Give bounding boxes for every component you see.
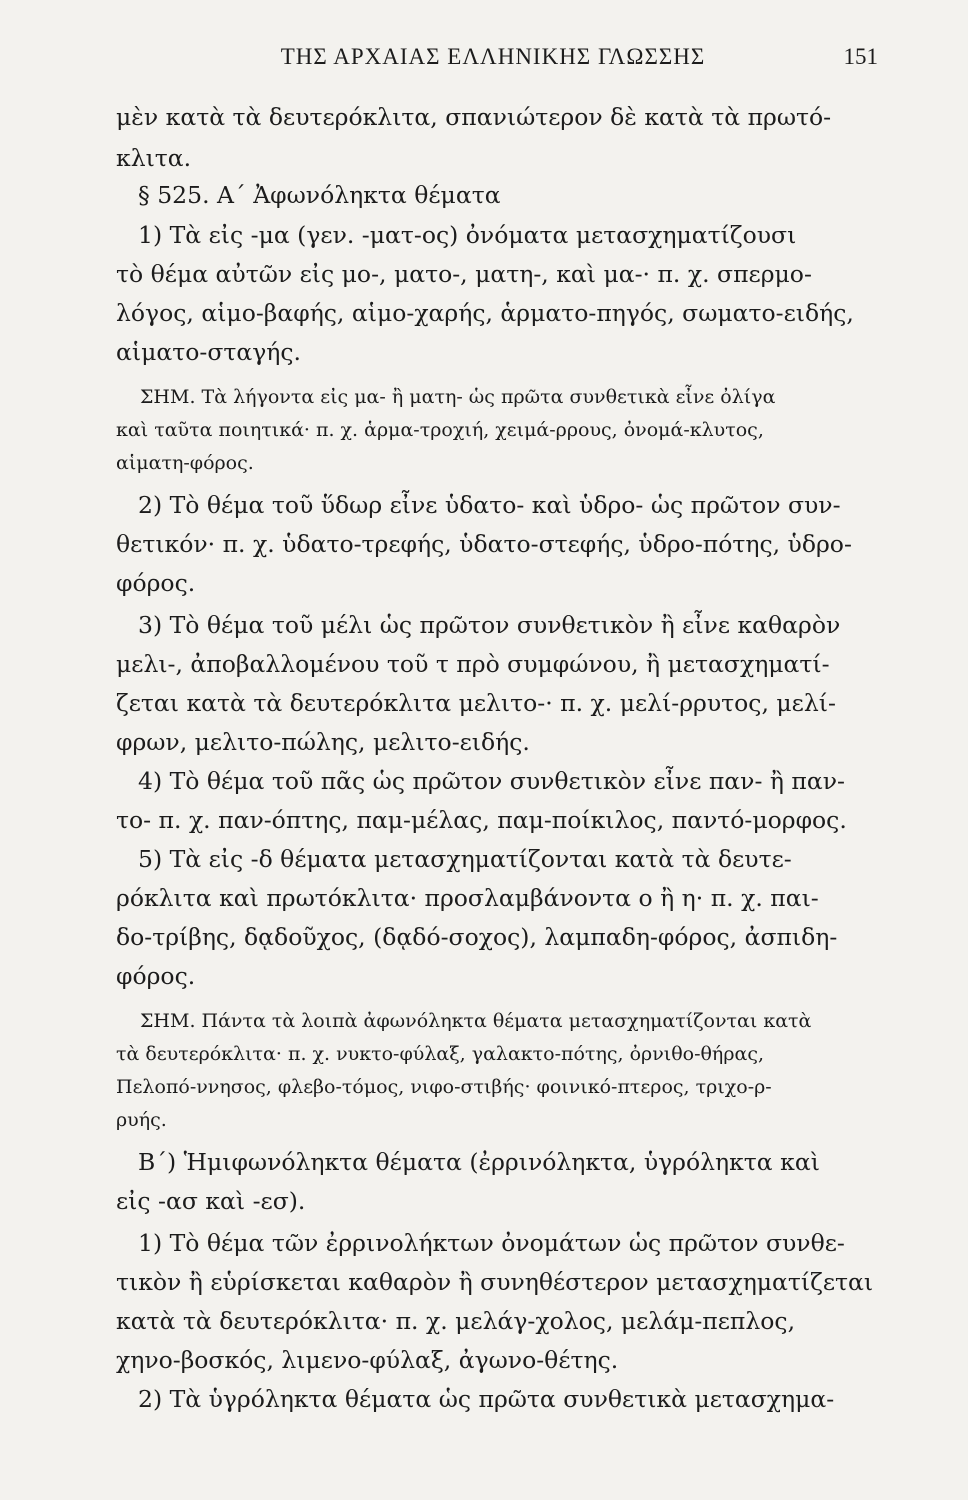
- text-line: μὲν κατὰ τὰ δευτερόκλιτα, σπανιώτερον δὲ κατὰ τὰ πρωτό-: [116, 103, 832, 131]
- text-line: χηνο-βοσκός, λιμενο-φύλαξ, ἀγωνο-θέτης.: [116, 1346, 619, 1374]
- note-line: τὰ δευτερόκλιτα· π. χ. νυκτο-φύλαξ, γαλακτο-πότης, ὀρνιθο-θήρας,: [116, 1043, 764, 1065]
- note-line: ρυής.: [116, 1109, 167, 1131]
- text-line: 2) Τὸ θέμα τοῦ ὕδωρ εἶνε ὑδατο- καὶ ὑδρο- ὡς πρῶτον συν-: [138, 491, 841, 519]
- text-line: τὸ θέμα αὐτῶν εἰς μο-, ματο-, ματη-, καὶ μα-· π. χ. σπερμο-: [116, 260, 812, 288]
- running-title: ΤΗΣ ΑΡΧΑΙΑΣ ΕΛΛΗΝΙΚΗΣ ΓΛΩΣΣΗΣ: [280, 44, 706, 69]
- page-header: [108, 44, 878, 80]
- page-number: 151: [843, 44, 878, 69]
- text-line: φόρος.: [116, 569, 196, 597]
- text-line: κατὰ τὰ δευτερόκλιτα· π. χ. μελάγ-χολος, μελάμ-πεπλος,: [116, 1307, 796, 1335]
- note-line: καὶ ταῦτα ποιητικά· π. χ. ἁρμα-τροχιή, χειμά-ρρους, ὀνομά-κλυτος,: [116, 419, 764, 441]
- note-line: ΣΗΜ. Τὰ λήγοντα εἰς μα- ἢ ματη- ὡς πρῶτα συνθετικὰ εἶνε ὀλίγα: [140, 386, 776, 408]
- text-line: μελι-, ἀποβαλλομένου τοῦ τ πρὸ συμφώνου, ἢ μετασχηματί-: [116, 650, 830, 678]
- text-line: κλιτα.: [116, 144, 192, 172]
- text-line: 2) Τὰ ὑγρόληκτα θέματα ὡς πρῶτα συνθετικὰ μετασχημα-: [138, 1385, 835, 1413]
- section-heading: Β΄) Ἡμιφωνόληκτα θέματα (ἐρρινόληκτα, ὑγρόληκτα καὶ: [138, 1148, 820, 1176]
- note-line: αἱματη-φόρος.: [116, 452, 254, 474]
- text-line: 3) Τὸ θέμα τοῦ μέλι ὡς πρῶτον συνθετικὸν ἢ εἶνε καθαρὸν: [138, 611, 841, 639]
- text-line: το- π. χ. παν-όπτης, παμ-μέλας, παμ-ποίκιλος, παντό-μορφος.: [116, 806, 847, 834]
- text-line: ρόκλιτα καὶ πρωτόκλιτα· προσλαμβάνοντα ο ἢ η· π. χ. παι-: [116, 884, 819, 912]
- text-line: 4) Τὸ θέμα τοῦ πᾶς ὡς πρῶτον συνθετικὸν εἶνε παν- ἢ παν-: [138, 767, 845, 795]
- text-line: εἰς -ασ καὶ -εσ).: [116, 1187, 306, 1215]
- text-line: 1) Τὰ εἰς -μα (γεν. -ματ-ος) ὀνόματα μετασχηματίζουσι: [138, 221, 797, 249]
- text-line: 5) Τὰ εἰς -δ θέματα μετασχηματίζονται κατὰ τὰ δευτε-: [138, 845, 792, 873]
- text-line: φόρος.: [116, 962, 196, 990]
- section-heading: § 525. Α΄ Ἀφωνόληκτα θέματα: [138, 181, 501, 209]
- text-line: λόγος, αἱμο-βαφής, αἱμο-χαρής, ἁρματο-πηγός, σωματο-ειδής,: [116, 299, 854, 327]
- note-line: ΣΗΜ. Πάντα τὰ λοιπὰ ἀφωνόληκτα θέματα μετασχηματίζονται κατὰ: [140, 1010, 812, 1032]
- text-line: 1) Τὸ θέμα τῶν ἐρρινολήκτων ὀνομάτων ὡς πρῶτον συνθε-: [138, 1229, 845, 1257]
- text-line: αἱματο-σταγής.: [116, 338, 301, 366]
- text-line: ζεται κατὰ τὰ δευτερόκλιτα μελιτο-· π. χ. μελί-ρρυτος, μελί-: [116, 689, 836, 717]
- text-line: θετικόν· π. χ. ὑδατο-τρεφής, ὑδατο-στεφής, ὑδρο-πότης, ὑδρο-: [116, 530, 852, 558]
- note-line: Πελοπό-ννησος, φλεβο-τόμος, νιφο-στιβής· φοινικό-πτερος, τριχο-ρ-: [116, 1076, 772, 1098]
- text-line: τικὸν ἢ εὑρίσκεται καθαρὸν ἢ συνηθέστερον μετασχηματίζεται: [116, 1268, 874, 1296]
- text-line: δο-τρίβης, δᾳδοῦχος, (δᾳδό-σοχος), λαμπαδη-φόρος, ἀσπιδη-: [116, 923, 838, 951]
- text-line: φρων, μελιτο-πώλης, μελιτο-ειδής.: [116, 728, 530, 756]
